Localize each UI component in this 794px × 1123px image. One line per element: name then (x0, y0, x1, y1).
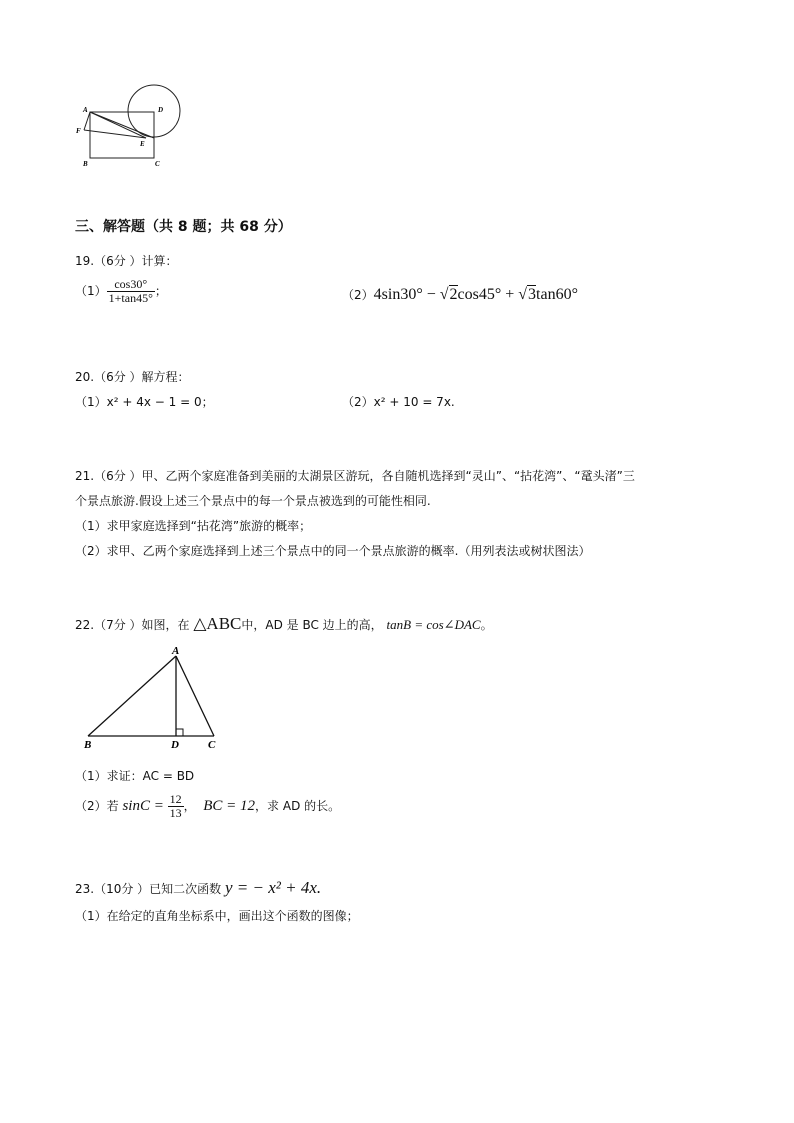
label-d: D (158, 106, 164, 114)
q19-p1-label: （1） (75, 284, 107, 298)
label-c: C (208, 739, 216, 751)
q20-part1: （1）x² + 4x − 1 = 0； (75, 395, 214, 409)
q22-p2-num: 12 (169, 792, 182, 806)
q22-part2 (75, 793, 340, 820)
q21-line1: 21.（6分 ）甲、乙两个家庭准备到美丽的太湖景区游玩，各自随机选择到“灵山”、“拈花湾”、“鼋头渚”三 (75, 469, 635, 483)
q19-p2-label: （2） (342, 288, 374, 302)
q19-p1-num: cos30° (107, 278, 155, 292)
q19-part1 (75, 278, 167, 305)
q23-part1: （1）在给定的直角坐标系中，画出这个函数的图像； (75, 909, 359, 923)
q19-p2-a: 4sin30° − (373, 286, 440, 303)
q19-p2-b: cos45° + (457, 286, 519, 303)
label-b: B (84, 739, 92, 751)
label-c: C (155, 160, 160, 168)
q22-part1: （1）求证：AC = BD (75, 769, 195, 783)
q20-stem: 20.（6分 ）解方程： (75, 370, 190, 384)
q19-p1-tail: ； (154, 284, 167, 298)
figure-triangle-abc (80, 642, 230, 754)
q23-stem (75, 878, 321, 898)
q19-stem: 19.（6分 ）计算： (75, 254, 178, 268)
q22-triangle: △ABC (193, 614, 242, 633)
q22-p2-tail: ，求 AD 的长。 (255, 799, 341, 813)
q21-part2: （2）求甲、乙两个家庭选择到上述三个景点中的同一个景点旅游的概率.（用列表法或树状图法） (75, 544, 591, 558)
q19-p2-r1: 2 (449, 286, 458, 303)
right-angle-mark (176, 729, 183, 736)
q19-p2-r2: 3 (528, 286, 537, 303)
label-e: E (140, 140, 145, 148)
segment-ae2 (90, 112, 154, 138)
q22-p2-sin: sinC = (122, 798, 168, 814)
q19-p2-c: tan60° (536, 286, 578, 303)
q21-line2: 个景点旅游.假设上述三个景点中的每一个景点被选到的可能性相同. (75, 494, 431, 508)
q19-part2: （2）4sin30° − √2cos45° + √3tan60° (342, 286, 578, 303)
label-a: A (172, 645, 180, 657)
q23-function: y = − x² + 4x. (224, 878, 322, 897)
q22-stem (75, 614, 493, 634)
q20-part2: （2）x² + 10 = 7x. (342, 395, 455, 409)
q22-p2-comma: ， (183, 799, 196, 813)
q19-p1-den: 1+tan45° (108, 291, 153, 305)
label-a: A (83, 106, 88, 114)
q22-stem-a: 22.（7分 ）如图，在 (75, 618, 194, 632)
q22-stem-end: 。 (480, 618, 493, 632)
side-ab (88, 656, 176, 736)
q22-p2-a: （2）若 (75, 799, 123, 813)
figure-rectangle-circle (72, 82, 192, 172)
q22-p2-den: 13 (169, 806, 182, 820)
q22-condition: tanB = cos∠DAC (386, 617, 481, 632)
segment-af (84, 112, 90, 130)
q21-part1: （1）求甲家庭选择到“拈花湾”旅游的概率； (75, 519, 312, 533)
q23-stem-text: 23.（10分 ）已知二次函数 (75, 882, 225, 896)
q22-stem-b: 中，AD 是 BC 边上的高， (241, 618, 383, 632)
side-ac (176, 656, 214, 736)
label-d: D (171, 739, 179, 751)
label-f: F (76, 127, 81, 135)
section-title: 三、解答题（共 8 题；共 68 分） (75, 219, 292, 235)
q19-p1-fraction (107, 278, 155, 305)
q22-p2-fraction (168, 793, 184, 820)
q22-p2-bc: BC = 12 (203, 798, 256, 814)
label-b: B (83, 160, 88, 168)
